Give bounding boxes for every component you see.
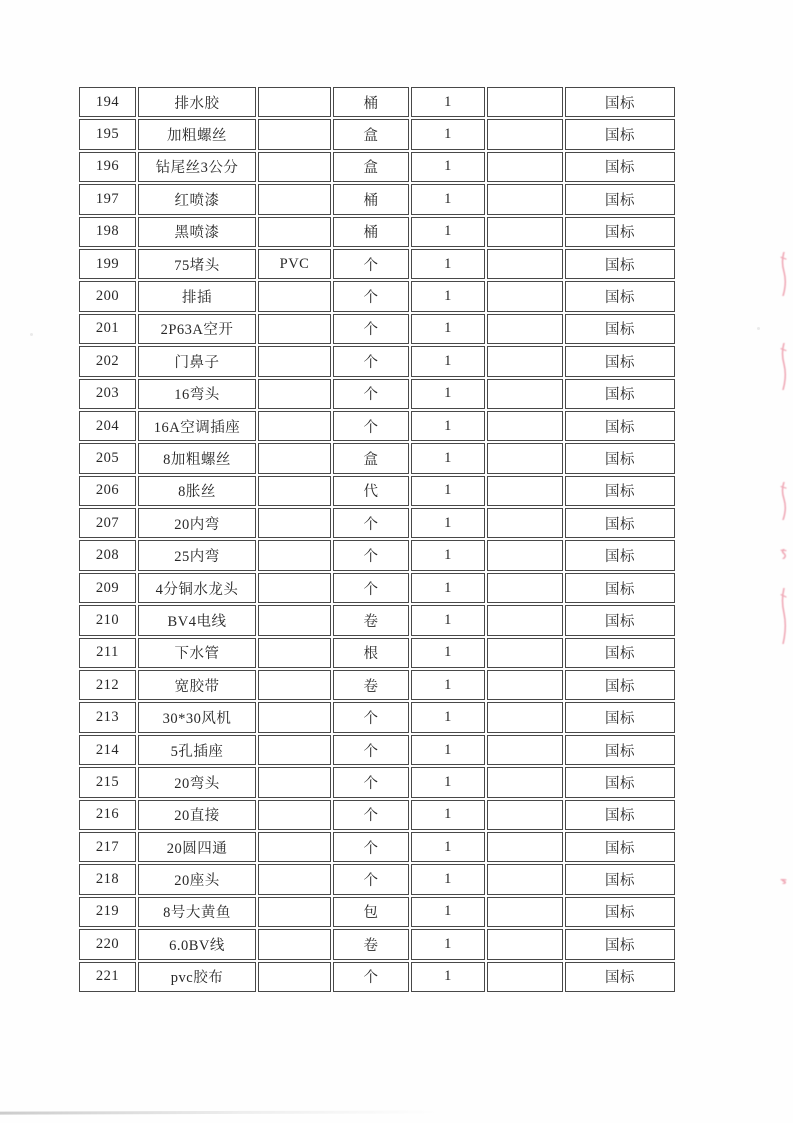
- cell-spec: [258, 929, 331, 959]
- cell-quantity: 1: [411, 897, 485, 927]
- cell-spec: [258, 281, 331, 311]
- cell-spec: PVC: [258, 249, 331, 279]
- cell-item-name: 20座头: [138, 864, 256, 894]
- cell-empty: [487, 281, 563, 311]
- cell-spec: [258, 864, 331, 894]
- cell-spec: [258, 767, 331, 797]
- cell-item-name: 黑喷漆: [138, 217, 256, 247]
- cell-standard: 国标: [565, 119, 675, 149]
- cell-quantity: 1: [411, 800, 485, 830]
- table-row: [79, 540, 675, 570]
- cell-unit: 个: [333, 314, 409, 344]
- cell-item-name: 20圆四通: [138, 832, 256, 862]
- cell-standard: 国标: [565, 152, 675, 182]
- cell-spec: [258, 605, 331, 635]
- table-row: [79, 897, 675, 927]
- cell-unit: 个: [333, 735, 409, 765]
- cell-index: 208: [79, 540, 136, 570]
- cell-empty: [487, 443, 563, 473]
- cell-empty: [487, 767, 563, 797]
- red-ink-mark: [778, 871, 790, 876]
- cell-unit: 卷: [333, 605, 409, 635]
- cell-spec: [258, 508, 331, 538]
- cell-empty: [487, 249, 563, 279]
- cell-unit: 桶: [333, 184, 409, 214]
- cell-item-name: 下水管: [138, 638, 256, 668]
- cell-standard: 国标: [565, 184, 675, 214]
- red-ink-mark: [778, 252, 790, 296]
- cell-index: 198: [79, 217, 136, 247]
- cell-spec: [258, 897, 331, 927]
- cell-index: 195: [79, 119, 136, 149]
- cell-standard: 国标: [565, 767, 675, 797]
- cell-spec: [258, 184, 331, 214]
- cell-standard: 国标: [565, 281, 675, 311]
- cell-quantity: 1: [411, 832, 485, 862]
- cell-item-name: 红喷漆: [138, 184, 256, 214]
- cell-quantity: 1: [411, 573, 485, 603]
- cell-item-name: 排水胶: [138, 87, 256, 117]
- cell-empty: [487, 508, 563, 538]
- cell-unit: 个: [333, 281, 409, 311]
- cell-item-name: 20弯头: [138, 767, 256, 797]
- cell-quantity: 1: [411, 314, 485, 344]
- cell-empty: [487, 540, 563, 570]
- cell-unit: 个: [333, 346, 409, 376]
- cell-standard: 国标: [565, 443, 675, 473]
- cell-index: 207: [79, 508, 136, 538]
- cell-standard: 国标: [565, 476, 675, 506]
- cell-unit: 盒: [333, 443, 409, 473]
- cell-spec: [258, 152, 331, 182]
- cell-standard: 国标: [565, 832, 675, 862]
- cell-item-name: 20直接: [138, 800, 256, 830]
- cell-quantity: 1: [411, 379, 485, 409]
- cell-standard: 国标: [565, 379, 675, 409]
- cell-item-name: 4分铜水龙头: [138, 573, 256, 603]
- cell-spec: [258, 119, 331, 149]
- cell-spec: [258, 832, 331, 862]
- cell-item-name: 5孔插座: [138, 735, 256, 765]
- cell-unit: 个: [333, 767, 409, 797]
- table-row: [79, 929, 675, 959]
- table-row: [79, 508, 675, 538]
- cell-quantity: 1: [411, 735, 485, 765]
- cell-index: 219: [79, 897, 136, 927]
- cell-spec: [258, 702, 331, 732]
- red-ink-mark: [778, 343, 790, 390]
- cell-standard: 国标: [565, 314, 675, 344]
- cell-item-name: 16弯头: [138, 379, 256, 409]
- cell-item-name: 排插: [138, 281, 256, 311]
- cell-spec: [258, 346, 331, 376]
- cell-empty: [487, 702, 563, 732]
- cell-empty: [487, 800, 563, 830]
- scan-speck: [30, 333, 33, 336]
- cell-standard: 国标: [565, 929, 675, 959]
- cell-empty: [487, 929, 563, 959]
- cell-unit: 盒: [333, 119, 409, 149]
- cell-quantity: 1: [411, 411, 485, 441]
- cell-item-name: 20内弯: [138, 508, 256, 538]
- cell-item-name: BV4电线: [138, 605, 256, 635]
- scan-edge-shadow: [0, 1110, 440, 1114]
- cell-spec: [258, 540, 331, 570]
- cell-unit: 个: [333, 832, 409, 862]
- cell-unit: 卷: [333, 670, 409, 700]
- cell-quantity: 1: [411, 767, 485, 797]
- cell-standard: 国标: [565, 540, 675, 570]
- cell-standard: 国标: [565, 573, 675, 603]
- scan-speck: [757, 327, 760, 330]
- cell-index: 199: [79, 249, 136, 279]
- cell-unit: 个: [333, 411, 409, 441]
- cell-empty: [487, 87, 563, 117]
- cell-item-name: 加粗螺丝: [138, 119, 256, 149]
- cell-quantity: 1: [411, 346, 485, 376]
- cell-item-name: 2P63A空开: [138, 314, 256, 344]
- cell-index: 203: [79, 379, 136, 409]
- cell-quantity: 1: [411, 87, 485, 117]
- table-row: [79, 249, 675, 279]
- cell-unit: 个: [333, 800, 409, 830]
- cell-index: 206: [79, 476, 136, 506]
- cell-index: 200: [79, 281, 136, 311]
- cell-item-name: 8胀丝: [138, 476, 256, 506]
- cell-item-name: 75堵头: [138, 249, 256, 279]
- red-ink-mark: [778, 546, 790, 556]
- cell-quantity: 1: [411, 702, 485, 732]
- cell-index: 204: [79, 411, 136, 441]
- cell-empty: [487, 832, 563, 862]
- cell-quantity: 1: [411, 605, 485, 635]
- cell-spec: [258, 443, 331, 473]
- table-row: [79, 670, 675, 700]
- cell-empty: [487, 638, 563, 668]
- cell-empty: [487, 573, 563, 603]
- cell-spec: [258, 638, 331, 668]
- cell-unit: 个: [333, 249, 409, 279]
- red-ink-mark: [778, 588, 790, 644]
- cell-standard: 国标: [565, 346, 675, 376]
- table-row: [79, 152, 675, 182]
- cell-unit: 卷: [333, 929, 409, 959]
- red-ink-mark: [778, 482, 790, 520]
- cell-spec: [258, 735, 331, 765]
- cell-index: 202: [79, 346, 136, 376]
- cell-unit: 个: [333, 540, 409, 570]
- cell-item-name: 6.0BV线: [138, 929, 256, 959]
- cell-quantity: 1: [411, 443, 485, 473]
- table-row: [79, 735, 675, 765]
- cell-standard: 国标: [565, 702, 675, 732]
- table-row: [79, 702, 675, 732]
- cell-index: 209: [79, 573, 136, 603]
- cell-spec: [258, 314, 331, 344]
- cell-empty: [487, 476, 563, 506]
- cell-index: 214: [79, 735, 136, 765]
- cell-unit: 桶: [333, 217, 409, 247]
- cell-quantity: 1: [411, 670, 485, 700]
- table-row: [79, 605, 675, 635]
- cell-standard: 国标: [565, 735, 675, 765]
- cell-quantity: 1: [411, 864, 485, 894]
- cell-item-name: 门鼻子: [138, 346, 256, 376]
- cell-quantity: 1: [411, 929, 485, 959]
- cell-standard: 国标: [565, 670, 675, 700]
- cell-standard: 国标: [565, 411, 675, 441]
- cell-unit: 个: [333, 962, 409, 992]
- cell-quantity: 1: [411, 184, 485, 214]
- cell-empty: [487, 962, 563, 992]
- cell-spec: [258, 379, 331, 409]
- cell-index: 205: [79, 443, 136, 473]
- cell-standard: 国标: [565, 897, 675, 927]
- cell-standard: 国标: [565, 87, 675, 117]
- cell-unit: 盒: [333, 152, 409, 182]
- cell-unit: 根: [333, 638, 409, 668]
- cell-spec: [258, 411, 331, 441]
- cell-spec: [258, 573, 331, 603]
- cell-spec: [258, 962, 331, 992]
- cell-index: 217: [79, 832, 136, 862]
- cell-quantity: 1: [411, 249, 485, 279]
- cell-standard: 国标: [565, 249, 675, 279]
- cell-index: 220: [79, 929, 136, 959]
- table-row: [79, 281, 675, 311]
- cell-index: 210: [79, 605, 136, 635]
- cell-index: 211: [79, 638, 136, 668]
- cell-item-name: 16A空调插座: [138, 411, 256, 441]
- table-row: [79, 864, 675, 894]
- cell-unit: 个: [333, 702, 409, 732]
- table-row: [79, 184, 675, 214]
- table-row: [79, 767, 675, 797]
- cell-item-name: 8加粗螺丝: [138, 443, 256, 473]
- table-row: [79, 119, 675, 149]
- cell-quantity: 1: [411, 281, 485, 311]
- cell-empty: [487, 346, 563, 376]
- cell-empty: [487, 184, 563, 214]
- cell-index: 197: [79, 184, 136, 214]
- cell-standard: 国标: [565, 962, 675, 992]
- cell-quantity: 1: [411, 476, 485, 506]
- cell-quantity: 1: [411, 540, 485, 570]
- cell-empty: [487, 217, 563, 247]
- table-row: [79, 411, 675, 441]
- cell-empty: [487, 735, 563, 765]
- table-row: [79, 87, 675, 117]
- cell-quantity: 1: [411, 119, 485, 149]
- cell-empty: [487, 411, 563, 441]
- table-row: [79, 476, 675, 506]
- cell-item-name: 8号大黄鱼: [138, 897, 256, 927]
- cell-empty: [487, 864, 563, 894]
- cell-quantity: 1: [411, 962, 485, 992]
- cell-unit: 包: [333, 897, 409, 927]
- cell-unit: 桶: [333, 87, 409, 117]
- table-row: [79, 800, 675, 830]
- cell-index: 194: [79, 87, 136, 117]
- cell-unit: 代: [333, 476, 409, 506]
- cell-index: 216: [79, 800, 136, 830]
- table-row: [79, 573, 675, 603]
- table-row: [79, 346, 675, 376]
- table-row: [79, 832, 675, 862]
- cell-unit: 个: [333, 379, 409, 409]
- cell-standard: 国标: [565, 638, 675, 668]
- cell-index: 212: [79, 670, 136, 700]
- cell-item-name: 30*30风机: [138, 702, 256, 732]
- cell-spec: [258, 670, 331, 700]
- table-row: [79, 443, 675, 473]
- cell-empty: [487, 152, 563, 182]
- cell-item-name: 钻尾丝3公分: [138, 152, 256, 182]
- cell-empty: [487, 379, 563, 409]
- cell-index: 215: [79, 767, 136, 797]
- cell-item-name: 25内弯: [138, 540, 256, 570]
- cell-item-name: 宽胶带: [138, 670, 256, 700]
- table-row: [79, 638, 675, 668]
- cell-standard: 国标: [565, 605, 675, 635]
- cell-empty: [487, 119, 563, 149]
- cell-quantity: 1: [411, 217, 485, 247]
- cell-index: 213: [79, 702, 136, 732]
- cell-index: 196: [79, 152, 136, 182]
- cell-quantity: 1: [411, 638, 485, 668]
- cell-spec: [258, 800, 331, 830]
- cell-quantity: 1: [411, 508, 485, 538]
- cell-spec: [258, 217, 331, 247]
- cell-unit: 个: [333, 508, 409, 538]
- cell-empty: [487, 897, 563, 927]
- cell-standard: 国标: [565, 864, 675, 894]
- cell-index: 218: [79, 864, 136, 894]
- cell-unit: 个: [333, 864, 409, 894]
- cell-index: 201: [79, 314, 136, 344]
- cell-item-name: pvc胶布: [138, 962, 256, 992]
- cell-standard: 国标: [565, 508, 675, 538]
- cell-unit: 个: [333, 573, 409, 603]
- table-row: [79, 314, 675, 344]
- table-row: [79, 379, 675, 409]
- cell-empty: [487, 605, 563, 635]
- cell-quantity: 1: [411, 152, 485, 182]
- cell-spec: [258, 476, 331, 506]
- cell-empty: [487, 670, 563, 700]
- table-row: [79, 962, 675, 992]
- cell-standard: 国标: [565, 800, 675, 830]
- table-row: [79, 217, 675, 247]
- cell-spec: [258, 87, 331, 117]
- cell-index: 221: [79, 962, 136, 992]
- cell-empty: [487, 314, 563, 344]
- materials-table: [77, 85, 677, 994]
- cell-standard: 国标: [565, 217, 675, 247]
